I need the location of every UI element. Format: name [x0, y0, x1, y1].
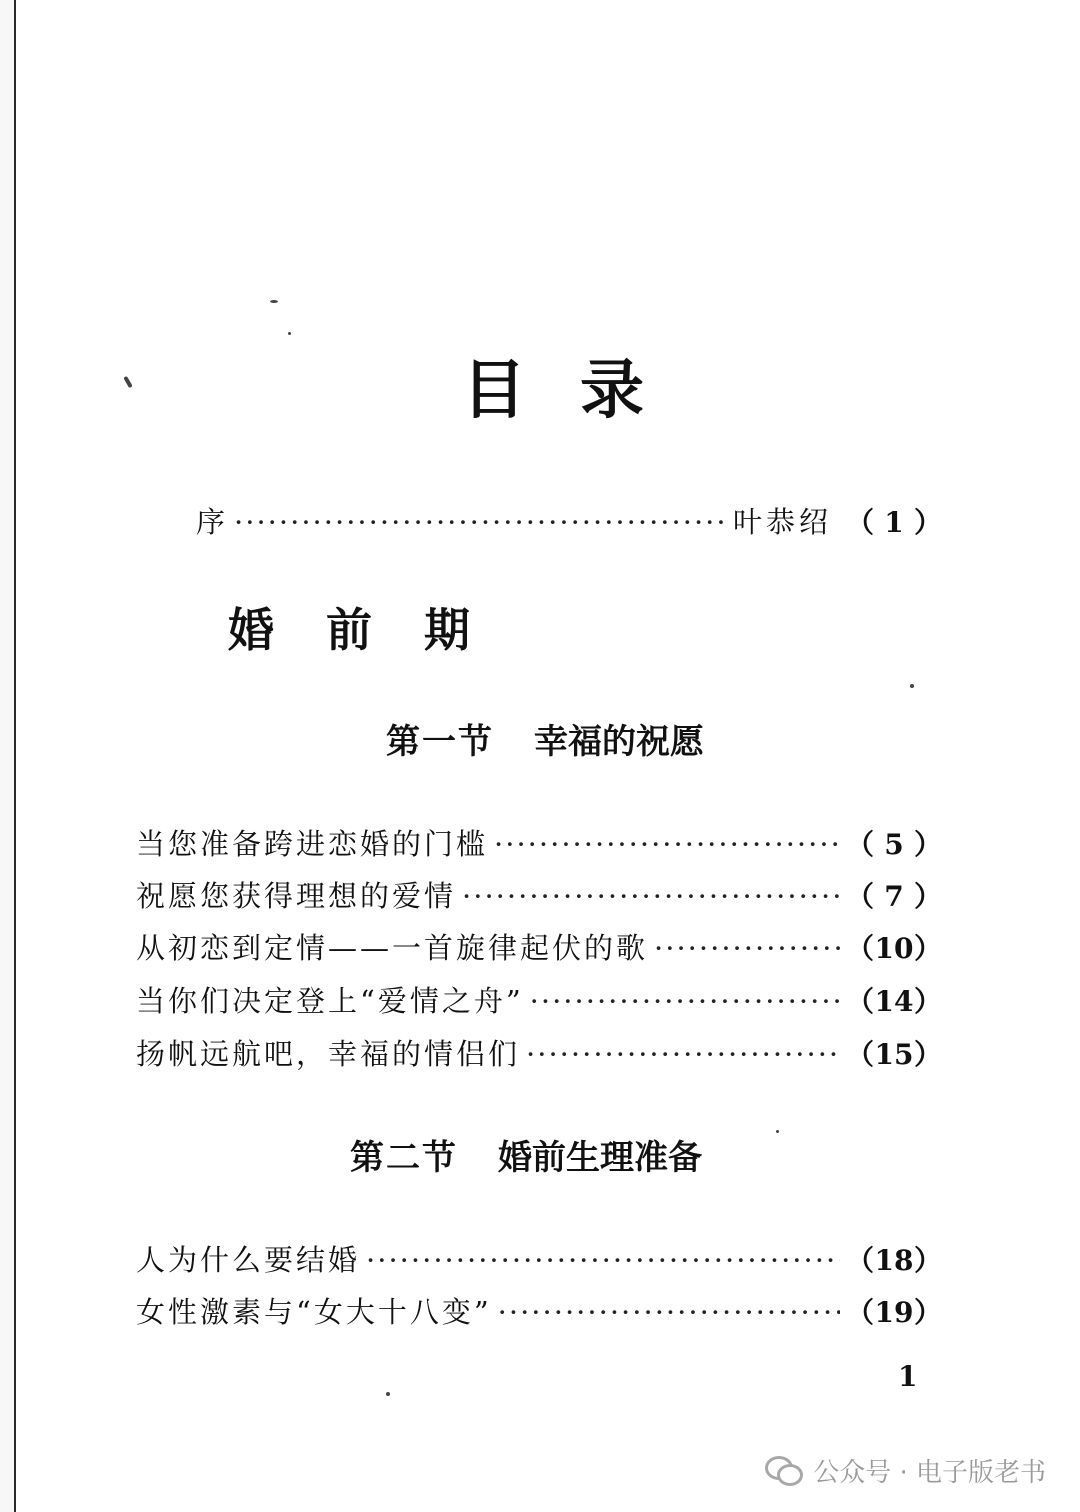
toc-page-ref — [846, 503, 942, 543]
page-edge — [0, 0, 16, 1512]
print-speck — [386, 1392, 390, 1396]
paren-open: （ — [846, 506, 875, 539]
wechat-icon — [765, 1456, 803, 1486]
toc-page-number: 18 — [874, 1244, 914, 1277]
toc-entry[interactable] — [136, 1034, 942, 1074]
section-heading — [386, 720, 704, 764]
toc-entry-label: 序 — [196, 505, 229, 539]
section-title: 幸福的祝愿 — [534, 722, 704, 762]
print-speck — [270, 300, 278, 303]
toc-entry-label: 扬帆远航吧，幸福的情侣们 — [136, 1037, 521, 1071]
toc-page-ref — [846, 982, 942, 1022]
dot-leader — [498, 1292, 840, 1332]
section-heading — [350, 1136, 702, 1180]
dot-leader — [530, 981, 840, 1021]
toc-page-ref — [846, 1241, 942, 1281]
toc-page-ref — [846, 929, 942, 969]
paren-close: ） — [913, 506, 942, 539]
toc-entry[interactable] — [136, 1240, 942, 1280]
toc-entry-preface[interactable] — [196, 502, 942, 542]
paren-open: （ — [846, 1296, 875, 1329]
paren-open: （ — [846, 932, 875, 965]
page-number: 1 — [898, 1360, 918, 1393]
toc-page-ref — [846, 825, 942, 865]
toc-page-number: 7 — [884, 880, 904, 913]
toc-entry[interactable] — [136, 981, 942, 1021]
paren-close: ） — [913, 932, 942, 965]
dot-leader — [654, 928, 840, 968]
toc-entry-author: 叶恭绍 — [732, 505, 832, 539]
paren-open: （ — [846, 1038, 875, 1071]
toc-page-number: 5 — [884, 828, 904, 861]
dot-leader — [366, 1240, 840, 1280]
toc-entry-label: 从初恋到定情——一首旋律起伏的歌 — [136, 931, 649, 965]
toc-entry-label: 当您准备跨进恋婚的门槛 — [136, 827, 489, 861]
toc-entry[interactable] — [136, 928, 942, 968]
paren-open: （ — [846, 985, 875, 1018]
toc-entry[interactable] — [136, 1292, 942, 1332]
toc-page-number: 14 — [874, 985, 914, 1018]
toc-entry-label: 人为什么要结婚 — [136, 1243, 361, 1277]
toc-page-number: 10 — [874, 932, 914, 965]
watermark-text: 公众号 · 电子版老书 — [813, 1458, 1046, 1488]
section-title: 婚前生理准备 — [498, 1138, 702, 1178]
part-heading: 婚前期 — [228, 603, 522, 657]
toc-page-number: 19 — [874, 1296, 914, 1329]
paren-close: ） — [913, 1038, 942, 1071]
print-speck — [910, 684, 914, 688]
toc-page-number: 15 — [874, 1038, 914, 1071]
section-number: 第一节 — [386, 722, 494, 762]
paren-open: （ — [846, 828, 875, 861]
toc-page-ref — [846, 1035, 942, 1075]
paren-close: ） — [913, 828, 942, 861]
toc-entry-label: 祝愿您获得理想的爱情 — [136, 879, 457, 913]
paren-close: ） — [913, 1244, 942, 1277]
print-speck — [288, 332, 291, 335]
paren-open: （ — [846, 880, 875, 913]
toc-entry[interactable] — [136, 824, 942, 864]
paren-close: ） — [913, 985, 942, 1018]
toc-page-number: 1 — [884, 506, 904, 539]
toc-entry-label: 女性激素与“女大十八变” — [136, 1295, 492, 1329]
dot-leader — [494, 824, 840, 864]
dot-leader — [462, 876, 840, 916]
page-title: 目录 — [462, 353, 698, 428]
watermark — [765, 1452, 1046, 1489]
toc-entry-label: 当你们决定登上“爱情之舟” — [136, 984, 524, 1018]
toc-page-ref — [846, 1293, 942, 1333]
toc-entry[interactable] — [136, 876, 942, 916]
toc-page-ref — [846, 877, 942, 917]
dot-leader — [526, 1034, 840, 1074]
paren-close: ） — [913, 880, 942, 913]
section-number: 第二节 — [350, 1138, 458, 1178]
paren-open: （ — [846, 1244, 875, 1277]
paren-close: ） — [913, 1296, 942, 1329]
print-speck — [776, 1130, 779, 1133]
dot-leader — [234, 502, 727, 542]
